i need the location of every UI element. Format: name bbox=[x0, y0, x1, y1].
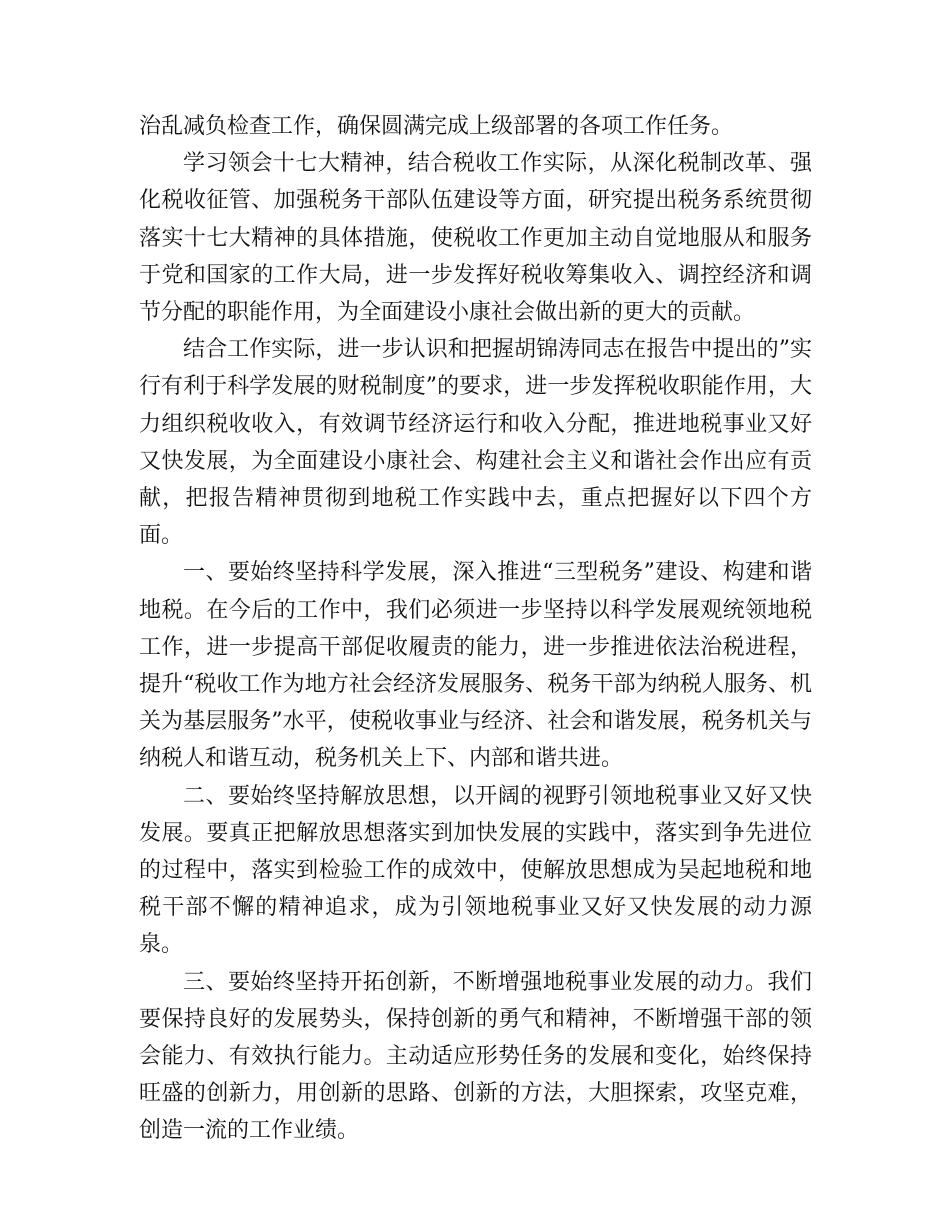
paragraph-combine-practice: 结合工作实际，进一步认识和把握胡锦涛同志在报告中提出的”实行有利于科学发展的财税制度”的要求，进一步发挥税收职能作用，大力组织税收收入，有效调节经济运行和收入分配，推进地税事业又好又快发展，为全面建设小康社会、构建社会主义和谐社会作出应有贡献，把报告精神贯彻到地税工作实践中去，重点把握好以下四个方面。 bbox=[139, 337, 812, 549]
paragraph-point-one: 一、要始终坚持科学发展，深入推进“三型税务”建设、构建和谐地税。在今后的工作中，我们必须进一步坚持以科学发展观统领地税工作，进一步提高干部促收履责的能力，进一步推进依法治税进程，提升“税收工作为地方社会经济发展服务、税务干部为纳税人服务、机关为基层服务”水平，使税收事业与经济、社会和谐发展，税务机关与纳税人和谐互动，税务机关上下、内部和谐共进。 bbox=[139, 560, 812, 772]
paragraph-continuation: 治乱减负检查工作，确保圆满完成上级部署的各项工作任务。 bbox=[139, 114, 734, 139]
document-page bbox=[139, 108, 812, 1150]
paragraph-point-two: 二、要始终坚持解放思想，以开阔的视野引领地税事业又好又快发展。要真正把解放思想落实到加快发展的实践中，落实到争先进位的过程中，落实到检验工作的成效中，使解放思想成为吴起地税和地税干部不懈的精神追求，成为引领地税事业又好又快发展的动力源泉。 bbox=[139, 783, 812, 958]
paragraph-study-spirit: 学习领会十七大精神，结合税收工作实际，从深化税制改革、强化税收征管、加强税务干部队伍建设等方面，研究提出税务系统贯彻落实十七大精神的具体措施，使税收工作更加主动自觉地服从和服务于党和国家的工作大局，进一步发挥好税收筹集收入、调控经济和调节分配的职能作用，为全面建设小康社会做出新的更大的贡献。 bbox=[139, 151, 812, 326]
paragraph-point-three: 三、要始终坚持开拓创新，不断增强地税事业发展的动力。我们要保持良好的发展势头，保持创新的勇气和精神，不断增强干部的领会能力、有效执行能力。主动适应形势任务的发展和变化，始终保持旺盛的创新力，用创新的思路、创新的方法，大胆探索，攻坚克难，创造一流的工作业绩。 bbox=[139, 969, 812, 1144]
